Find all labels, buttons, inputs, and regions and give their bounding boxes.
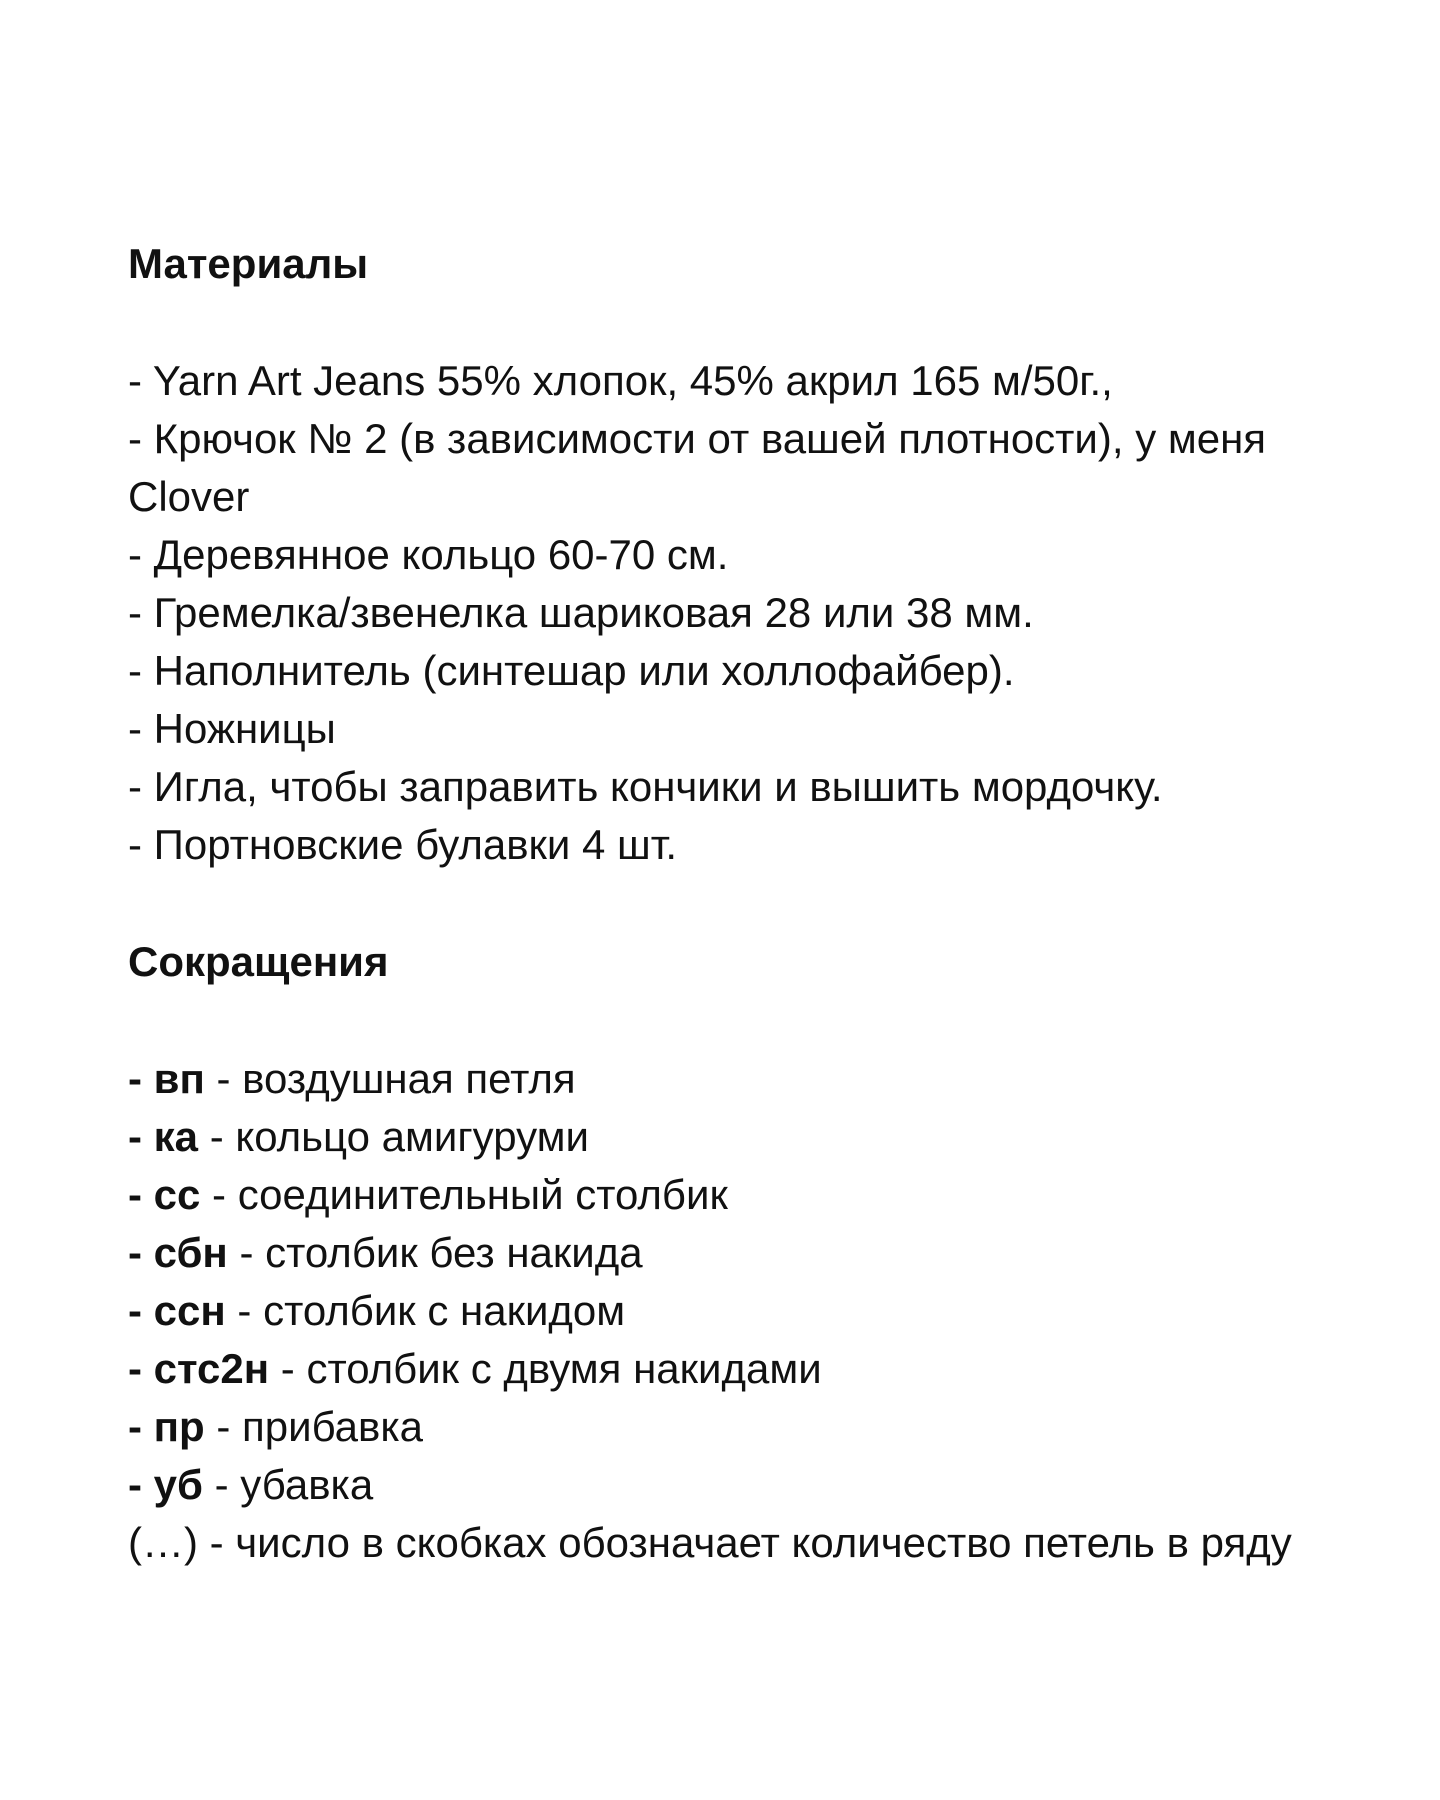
materials-item: - Yarn Art Jeans 55% хлопок, 45% акрил 165 м/50г., [128,357,1113,404]
materials-item: - Игла, чтобы заправить кончики и вышить мордочку. [128,763,1163,810]
abbreviation-term: - ка [128,1113,199,1160]
materials-heading: Материалы [128,240,369,287]
abbreviation-term: - сбн [128,1229,228,1276]
abbreviation-definition: - прибавка [204,1403,423,1450]
abbreviations-list [128,1050,1380,1572]
abbreviation-term: - уб [128,1461,203,1508]
abbreviation-item [128,1456,1380,1514]
materials-item: - Крючок № 2 (в зависимости от вашей плотности), у меня Clover [128,415,1267,520]
materials-item: - Ножницы [128,705,336,752]
abbreviation-definition: - воздушная петля [204,1055,576,1102]
abbreviation-definition: - соединительный столбик [200,1171,728,1218]
abbreviation-item [128,1224,1380,1282]
abbreviation-term: - ссн [128,1287,226,1334]
abbreviation-item [128,1398,1380,1456]
materials-item: - Портновские булавки 4 шт. [128,821,677,868]
abbreviation-definition: - столбик без накида [227,1229,643,1276]
abbreviation-definition: - столбик с двумя накидами [269,1345,822,1392]
materials-list [128,352,1380,874]
materials-item: - Гремелка/звенелка шариковая 28 или 38 мм. [128,589,1034,636]
abbreviation-term: - вп [128,1055,205,1102]
materials-item: - Наполнитель (синтешар или холлофайбер). [128,647,1015,694]
abbreviation-term: - пр [128,1403,205,1450]
abbreviation-definition: - столбик с накидом [225,1287,626,1334]
abbreviation-definition: - убавка [202,1461,374,1508]
abbreviation-item [128,1108,1380,1166]
abbreviation-item [128,1282,1380,1340]
abbreviation-item [128,1050,1380,1108]
abbreviations-heading: Сокращения [128,938,389,985]
abbreviation-term: - стс2н [128,1345,270,1392]
abbreviation-item [128,1340,1380,1398]
abbreviation-note: (…) - число в скобках обозначает количество петель в ряду [128,1519,1292,1566]
materials-item: - Деревянное кольцо 60-70 см. [128,531,729,578]
abbreviation-item [128,1166,1380,1224]
abbreviation-term: - сс [128,1171,201,1218]
abbreviation-definition: - кольцо амигуруми [198,1113,589,1160]
